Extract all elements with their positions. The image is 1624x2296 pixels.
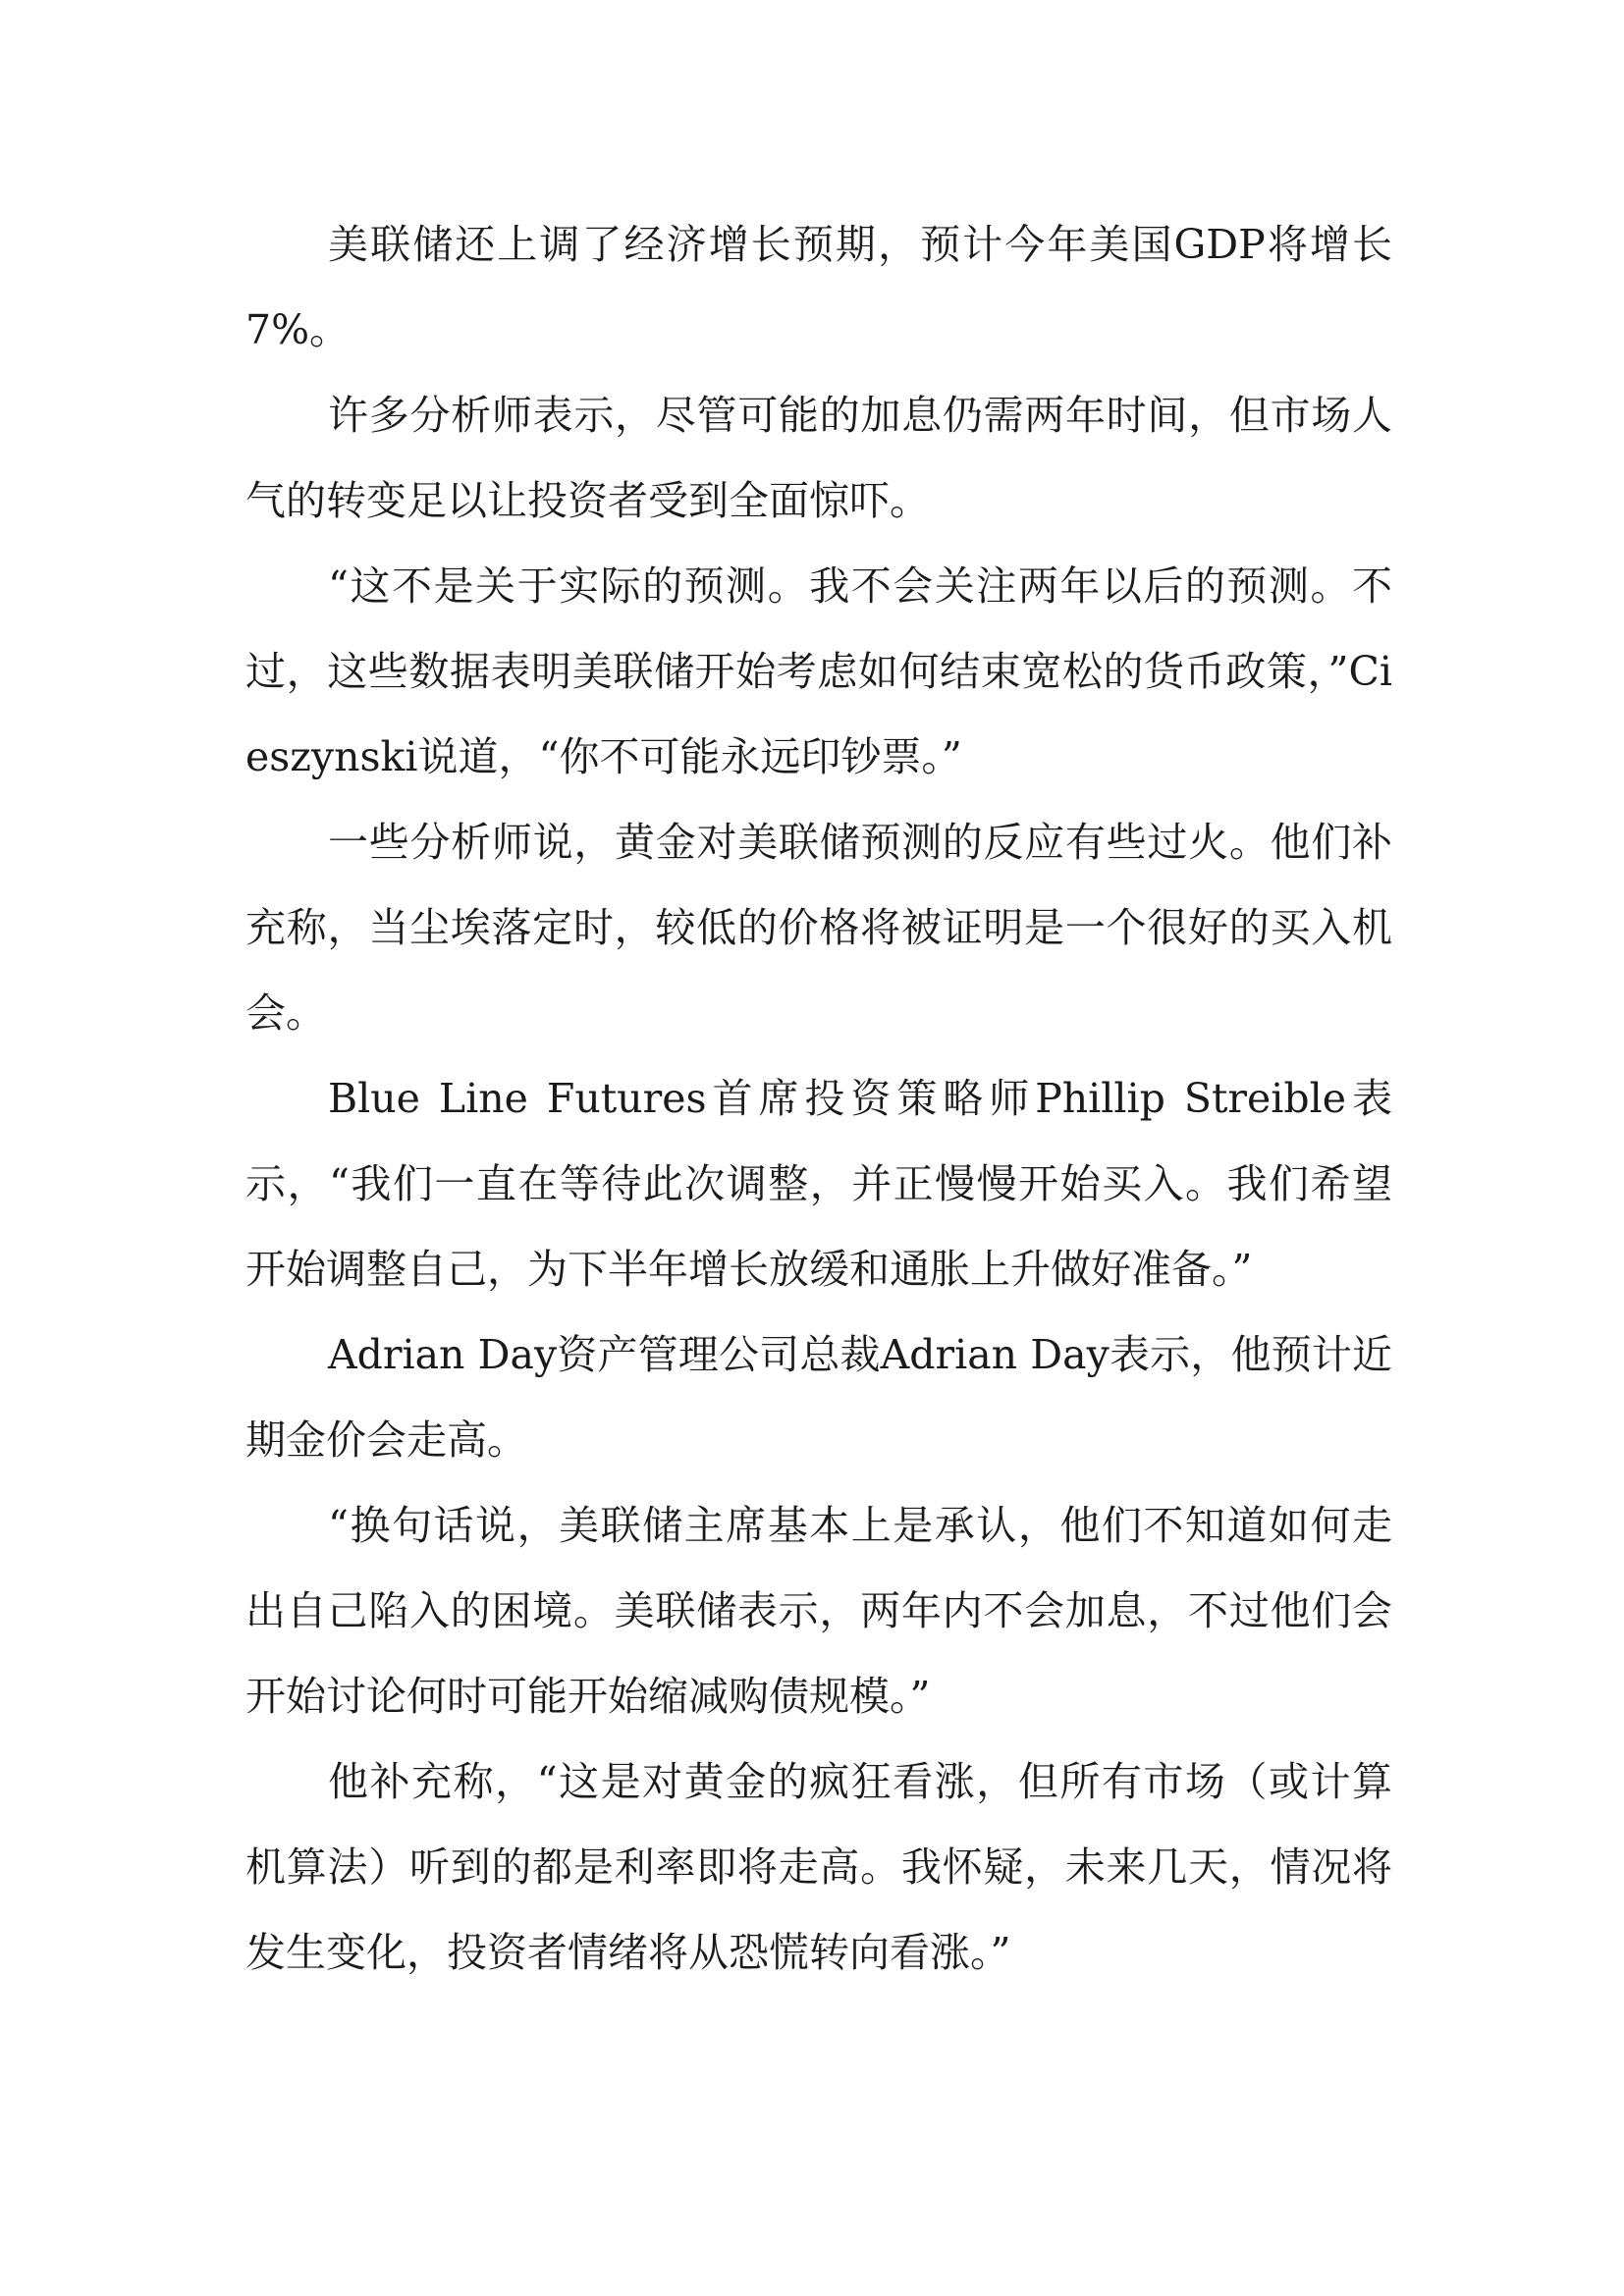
paragraph-adrian-day-quote: “换句话说，美联储主席基本上是承认，他们不知道如何走出自己陷入的困境。美联储表示，两年内不会加息，不过他们会开始讨论何时可能开始缩减购债规模。” xyxy=(245,1502,1392,1720)
paragraph-analyst-sentiment: 许多分析师表示，尽管可能的加息仍需两年时间，但市场人气的转变足以让投资者受到全面惊吓。 xyxy=(245,392,1392,524)
paragraph-cieszynski-quote: “这不是关于实际的预测。我不会关注两年以后的预测。不过，这些数据表明美联储开始考虑如何结束宽松的货币政策，”Cieszynski说道，“你不可能永远印钞票。” xyxy=(245,562,1392,780)
paragraph-gdp-forecast: 美联储还上调了经济增长预期，预计今年美国GDP将增长7%。 xyxy=(245,221,1392,353)
paragraph-streible-quote: Blue Line Futures首席投资策略师Phillip Streible表示，“我们一直在等待此次调整，并正慢慢开始买入。我们希望开始调整自己，为下半年增长放缓和通胀上升做好准备。” xyxy=(245,1075,1392,1293)
article-body xyxy=(245,202,1392,1996)
paragraph-adrian-day-intro: Adrian Day资产管理公司总裁Adrian Day表示，他预计近期金价会走高。 xyxy=(245,1331,1392,1464)
paragraph-adrian-day-addition: 他补充称，“这是对黄金的疯狂看涨，但所有市场（或计算机算法）听到的都是利率即将走高。我怀疑，未来几天，情况将发生变化，投资者情绪将从恐慌转向看涨。” xyxy=(245,1758,1392,1976)
paragraph-buying-opportunity: 一些分析师说，黄金对美联储预测的反应有些过火。他们补充称，当尘埃落定时，较低的价格将被证明是一个很好的买入机会。 xyxy=(245,819,1392,1037)
